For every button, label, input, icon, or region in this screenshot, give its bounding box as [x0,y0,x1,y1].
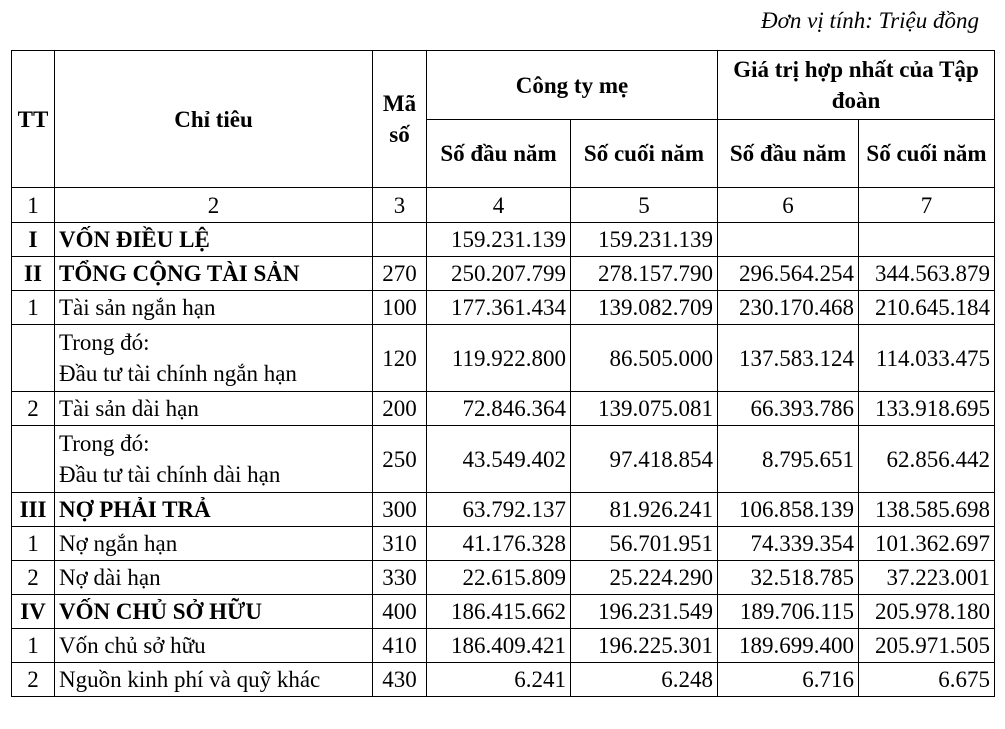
row-value: 101.362.697 [859,527,995,561]
row-value: 159.231.139 [571,223,718,257]
row-value: 25.224.290 [571,561,718,595]
row-tt: 1 [12,291,55,325]
row-tt [12,325,55,392]
row-value [859,223,995,257]
row-code: 400 [373,595,427,629]
header-row-top [12,51,995,120]
row-tt: III [12,493,55,527]
row-value: 296.564.254 [718,257,859,291]
row-value: 205.971.505 [859,629,995,663]
col-index: 1 [12,188,55,223]
table-row [12,527,995,561]
row-value: 56.701.951 [571,527,718,561]
table-row [12,595,995,629]
header-cong-ty-me: Công ty mẹ [427,51,718,120]
row-value: 189.699.400 [718,629,859,663]
row-value: 6.241 [427,663,571,697]
row-value: 196.225.301 [571,629,718,663]
row-value: 41.176.328 [427,527,571,561]
col-index: 3 [373,188,427,223]
row-value: 139.075.081 [571,392,718,426]
row-value: 139.082.709 [571,291,718,325]
row-value: 133.918.695 [859,392,995,426]
row-tt: IV [12,595,55,629]
row-value: 106.858.139 [718,493,859,527]
header-tt: TT [12,51,55,188]
row-value: 159.231.139 [427,223,571,257]
row-value: 210.645.184 [859,291,995,325]
row-value: 189.706.115 [718,595,859,629]
row-name: Nợ ngắn hạn [55,527,373,561]
row-value: 138.585.698 [859,493,995,527]
row-code: 310 [373,527,427,561]
row-code: 270 [373,257,427,291]
table-row [12,392,995,426]
row-value: 66.393.786 [718,392,859,426]
row-value: 177.361.434 [427,291,571,325]
col-index: 4 [427,188,571,223]
row-code: 410 [373,629,427,663]
table-row [12,223,995,257]
row-value: 230.170.468 [718,291,859,325]
row-name-line: Đầu tư tài chính ngắn hạn [59,361,297,386]
row-value: 6.716 [718,663,859,697]
row-value: 72.846.364 [427,392,571,426]
table-row [12,629,995,663]
table-row [12,291,995,325]
header-chi-tieu: Chỉ tiêu [55,51,373,188]
header-so-dau-nam-me: Số đầu năm [427,120,571,188]
row-value: 6.248 [571,663,718,697]
row-value: 62.856.442 [859,426,995,493]
col-index: 6 [718,188,859,223]
row-name: NỢ PHẢI TRẢ [55,493,373,527]
row-tt: 2 [12,561,55,595]
table-row [12,561,995,595]
row-value: 119.922.800 [427,325,571,392]
row-name: Nguồn kinh phí và quỹ khác [55,663,373,697]
row-value: 86.505.000 [571,325,718,392]
financial-table [11,50,995,697]
row-value: 32.518.785 [718,561,859,595]
row-tt: 1 [12,527,55,561]
row-value: 97.418.854 [571,426,718,493]
row-name-line: Đầu tư tài chính dài hạn [59,462,281,487]
row-value: 6.675 [859,663,995,697]
col-index: 5 [571,188,718,223]
header-so-cuoi-nam-hop-nhat: Số cuối năm [859,120,995,188]
col-index: 7 [859,188,995,223]
row-value: 205.978.180 [859,595,995,629]
row-name [55,426,373,493]
row-value: 81.926.241 [571,493,718,527]
row-code: 120 [373,325,427,392]
header-so-cuoi-nam-me: Số cuối năm [571,120,718,188]
row-name-line: Trong đó: [59,330,150,355]
row-code: 430 [373,663,427,697]
row-value: 43.549.402 [427,426,571,493]
row-value: 114.033.475 [859,325,995,392]
row-value: 63.792.137 [427,493,571,527]
row-name: Nợ dài hạn [55,561,373,595]
row-name: Vốn chủ sở hữu [55,629,373,663]
row-tt: I [12,223,55,257]
row-code: 330 [373,561,427,595]
row-name: TỔNG CỘNG TÀI SẢN [55,257,373,291]
unit-label: Đơn vị tính: Triệu đồng [761,8,979,33]
row-tt: II [12,257,55,291]
row-code: 200 [373,392,427,426]
col-index: 2 [55,188,373,223]
row-value: 250.207.799 [427,257,571,291]
header-so-dau-nam-hop-nhat: Số đầu năm [718,120,859,188]
row-code [373,223,427,257]
row-name: Tài sản dài hạn [55,392,373,426]
header-ma-so: Mã số [373,51,427,188]
row-value: 278.157.790 [571,257,718,291]
header-hop-nhat: Giá trị hợp nhất của Tập đoàn [718,51,995,120]
row-value: 8.795.651 [718,426,859,493]
row-value: 196.231.549 [571,595,718,629]
row-value: 186.409.421 [427,629,571,663]
table-row [12,325,995,392]
row-value: 37.223.001 [859,561,995,595]
row-name: VỐN CHỦ SỞ HỮU [55,595,373,629]
row-value: 344.563.879 [859,257,995,291]
row-value: 74.339.354 [718,527,859,561]
row-value: 22.615.809 [427,561,571,595]
row-tt: 2 [12,663,55,697]
table-row [12,493,995,527]
table-row [12,663,995,697]
column-index-row [12,188,995,223]
row-value: 186.415.662 [427,595,571,629]
row-tt: 1 [12,629,55,663]
row-code: 300 [373,493,427,527]
row-name-line: Trong đó: [59,431,150,456]
row-value: 137.583.124 [718,325,859,392]
table-row [12,257,995,291]
row-code: 100 [373,291,427,325]
table-row [12,426,995,493]
row-tt: 2 [12,392,55,426]
row-name: Tài sản ngắn hạn [55,291,373,325]
row-name: VỐN ĐIỀU LỆ [55,223,373,257]
row-name [55,325,373,392]
row-value [718,223,859,257]
row-code: 250 [373,426,427,493]
row-tt [12,426,55,493]
